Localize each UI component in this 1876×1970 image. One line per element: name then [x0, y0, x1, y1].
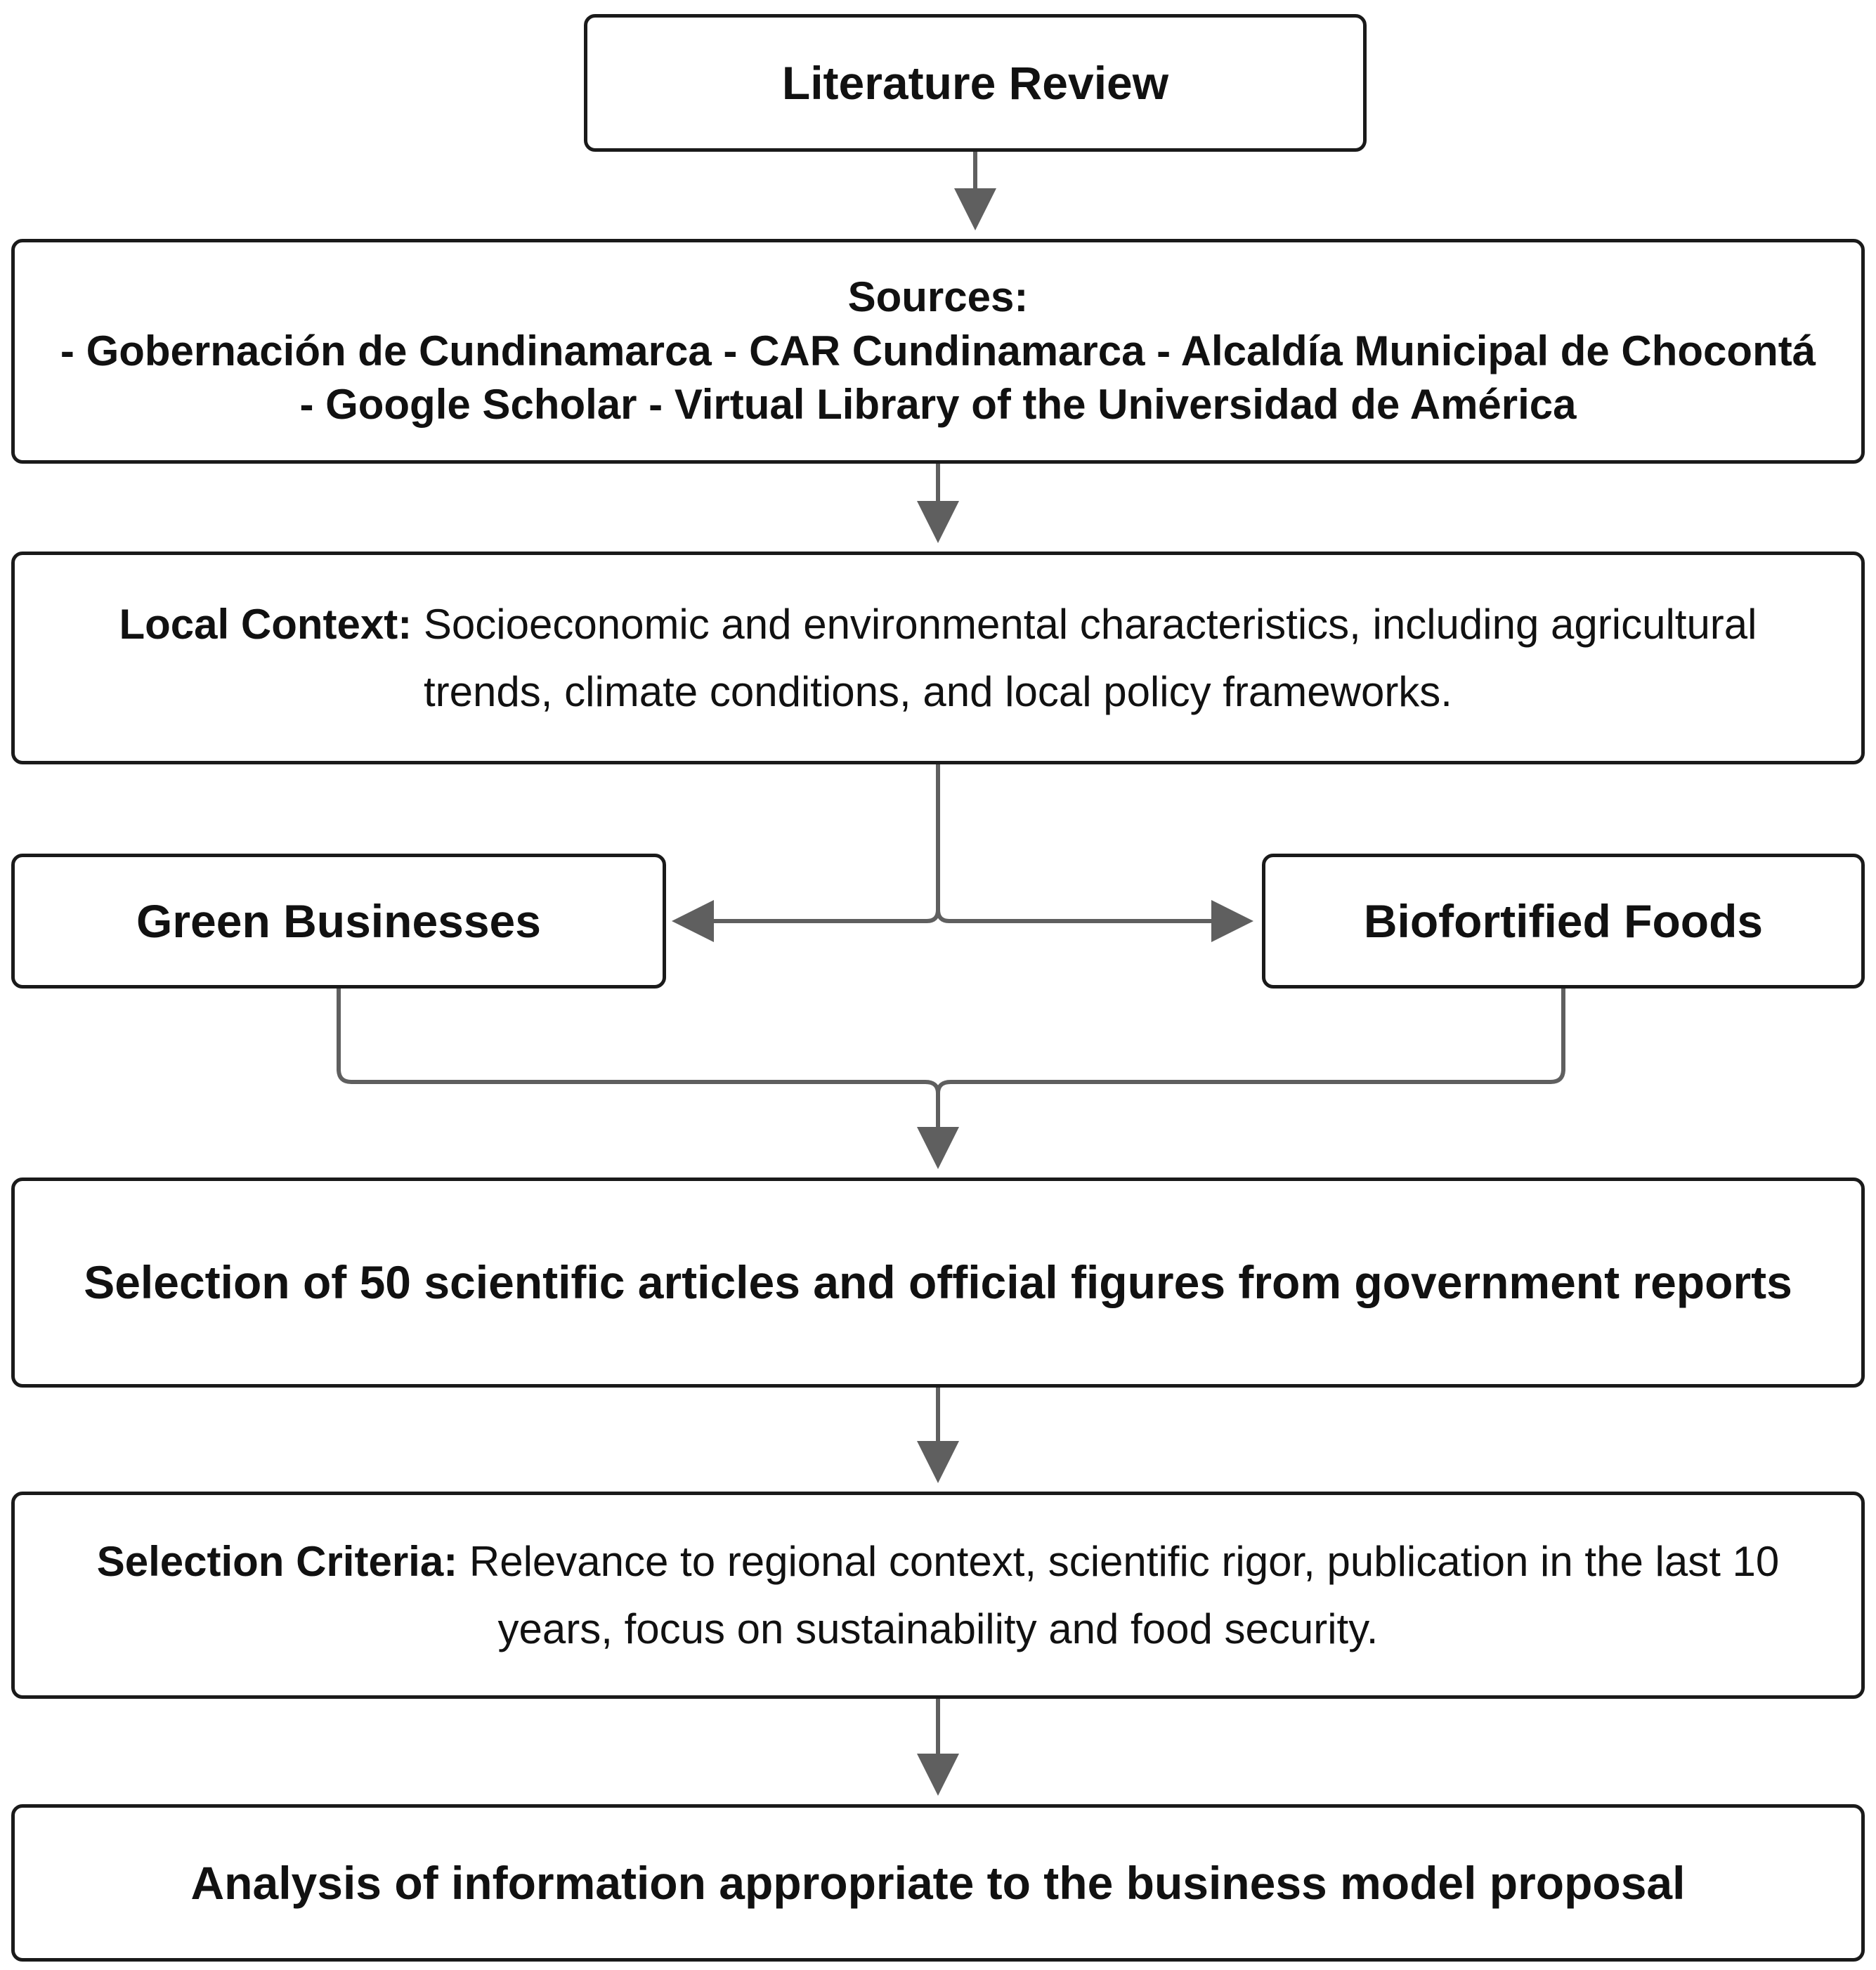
connector-biofortified-foods-down	[938, 989, 1563, 1093]
selection-criteria-box	[11, 1492, 1865, 1699]
literature-review-label: Literature Review	[781, 56, 1169, 109]
selection-criteria-body: Relevance to regional context, scientific rigor, publication in the last 10 years, focus on sustainability and food security.	[457, 1537, 1780, 1652]
connector-green-businesses-down	[339, 989, 938, 1093]
analysis-label: Analysis of information appropriate to the business model proposal	[190, 1856, 1686, 1909]
literature-review-box	[584, 14, 1367, 152]
local-context-text	[106, 591, 1770, 726]
sources-box	[11, 239, 1865, 464]
sources-list: - Gobernación de Cundinamarca - CAR Cundinamarca - Alcaldía Municipal de Chocontá - Google Scholar - Virtual Library of the Universidad de América	[60, 327, 1816, 429]
green-businesses-box	[11, 854, 666, 989]
selection-label: Selection of 50 scientific articles and official figures from government reports	[84, 1256, 1792, 1309]
sources-heading: Sources:	[847, 273, 1029, 320]
local-context-heading: Local Context:	[119, 600, 412, 648]
selection-criteria-heading: Selection Criteria:	[96, 1537, 458, 1585]
green-businesses-label: Green Businesses	[136, 894, 541, 947]
connector-to-biofortified-foods	[938, 910, 1249, 921]
selection-box	[11, 1178, 1865, 1388]
connector-to-green-businesses	[676, 910, 938, 921]
analysis-box	[11, 1804, 1865, 1962]
biofortified-foods-label: Biofortified Foods	[1363, 894, 1764, 947]
selection-criteria-text	[71, 1528, 1805, 1663]
local-context-body: Socioeconomic and environmental characteristics, including agricultural trends, climate conditions, and local policy frameworks.	[412, 600, 1757, 715]
local-context-box	[11, 552, 1865, 764]
biofortified-foods-box	[1262, 854, 1865, 989]
